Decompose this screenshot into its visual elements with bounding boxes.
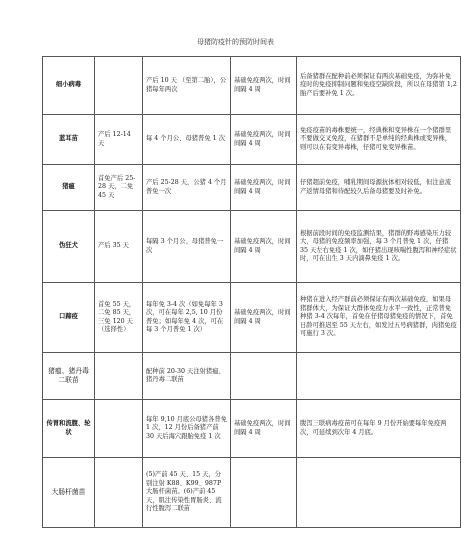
vaccine-name: 口蹄疫 (43, 283, 95, 353)
sow-schedule: 每年 9,10 月底公母猪各普免 1 次，12 月份后备猪产前 30 天后海穴跟胎免疫 1 次 (143, 400, 231, 458)
schedule-note: 根据前段时间的免疫监测结果，猪群的野毒感染压力较大，母猪的免疫频率加强，每 3 个月普免 1 次，仔猪 35 天左右免疫 1 次，如仔猪出现咳喘性腹泻和神经症状时，可在出生 3 天内滴鼻免疫 1 次。 (297, 211, 461, 283)
schedule-note: 后备猪群在配种前必须保证有两次基础免疫，为弥补免疫时的免疫抑制问题和免疫空缺阶段，所以在母猪第 1,2 胎产后要补免 1 次。 (297, 57, 461, 115)
schedule-note (297, 458, 461, 528)
sow-schedule: 每年免 3-4 次（如免每年 3 次，可在每年 2,5, 10 月份普免；如每年免 4 次，可在每 3 个月普免 1 次） (143, 283, 231, 353)
vaccine-name: 传胃和流腹、轮状 (43, 400, 95, 458)
vaccine-name: 细小病毒 (43, 57, 95, 115)
breeder-schedule: 基础免疫两次，时间间隔 4 周 (231, 165, 297, 211)
vaccine-name: 猪瘟、猪丹毒二联苗 (43, 353, 95, 400)
piglet-schedule: 首免 55 天，二免 85 天，三免 120 天（选择性） (95, 283, 143, 353)
vaccine-name: 伪狂犬 (43, 211, 95, 283)
sow-schedule: 配种前 20-30 天注射猪瘟、猪丹毒二联苗 (143, 353, 231, 400)
vaccination-schedule-table (42, 56, 461, 528)
sow-schedule: 每隔 3 个月公、母猪普免一次 (143, 211, 231, 283)
schedule-note: 腹泻三联病毒疫苗可在每年 9 月份开始要每年免疫两次，可延续到次年 4 月底。 (297, 400, 461, 458)
table-row (43, 283, 461, 353)
breeder-schedule: 基础免疫两次，时间间隔 4 周 (231, 57, 297, 115)
table-row (43, 400, 461, 458)
breeder-schedule: 基础免疫两次，时间间隔 4 周 (231, 400, 297, 458)
piglet-schedule: 产后 35 天 (95, 211, 143, 283)
sow-schedule: 每 4 个月公、母猪普免 1 次 (143, 115, 231, 165)
vaccine-name: 蓝耳苗 (43, 115, 95, 165)
document-title: 母猪防疫针的预防时间表 (197, 38, 274, 46)
breeder-schedule: 基础免疫两次，时间间隔 4 周 (231, 115, 297, 165)
piglet-schedule (95, 57, 143, 115)
breeder-schedule (231, 353, 297, 400)
breeder-schedule: 基础免疫两次，时间间隔 4 周 (231, 211, 297, 283)
table-row (43, 353, 461, 400)
schedule-note: 种猪在进入经产群前必须保证有两次基础免疫，如果母猪群体大，为保证大群体免疫力水平一致性，正常普免种猪 3-4 次每年，首免在仔猪母猪免疫的情况下，首免日龄可推迟至 55 天左右，如发过五号病猪群，肉猪免疫可施行 3 次。 (297, 283, 461, 353)
sow-schedule: 产后 10 天 （至第二胎），公猪每年两次 (143, 57, 231, 115)
piglet-schedule: 产后 12-14 天 (95, 115, 143, 165)
schedule-note: 仔猪超前免疫，哺乳期间母源抗体相对较低，但注意流产返情母猪和待配较久后备母猪要及时补免。 (297, 165, 461, 211)
table-row (43, 458, 461, 528)
vaccine-name: 大肠杆菌苗 (43, 458, 95, 528)
table-row (43, 57, 461, 115)
piglet-schedule (95, 400, 143, 458)
table-row (43, 211, 461, 283)
breeder-schedule (231, 458, 297, 528)
sow-schedule: (5)产前 45 天、15 天，分别注射 K88、K99、987P 大肠杆菌苗。(6)产前 45 天，肌注传染性胃肠炎、流行性腹泻二联苗 (143, 458, 231, 528)
table-row (43, 115, 461, 165)
vaccine-name: 猪瘟 (43, 165, 95, 211)
breeder-schedule: 基础免疫两次，时间间隔 4 周 (231, 283, 297, 353)
sow-schedule: 产后 25-28 天，公猪 4 个月普免一次 (143, 165, 231, 211)
piglet-schedule: 首免产后 25-28 天，二免 45 天 (95, 165, 143, 211)
table-row (43, 165, 461, 211)
piglet-schedule (95, 458, 143, 528)
schedule-note: 免疫疫苗的毒株要统一，经典株和变异株在一个猪群里不要做交叉免疫，在猪群不是单纯的经典株或变异株，则可以在有变异毒株，仔猪可免变异株苗。 (297, 115, 461, 165)
piglet-schedule (95, 353, 143, 400)
schedule-note (297, 353, 461, 400)
